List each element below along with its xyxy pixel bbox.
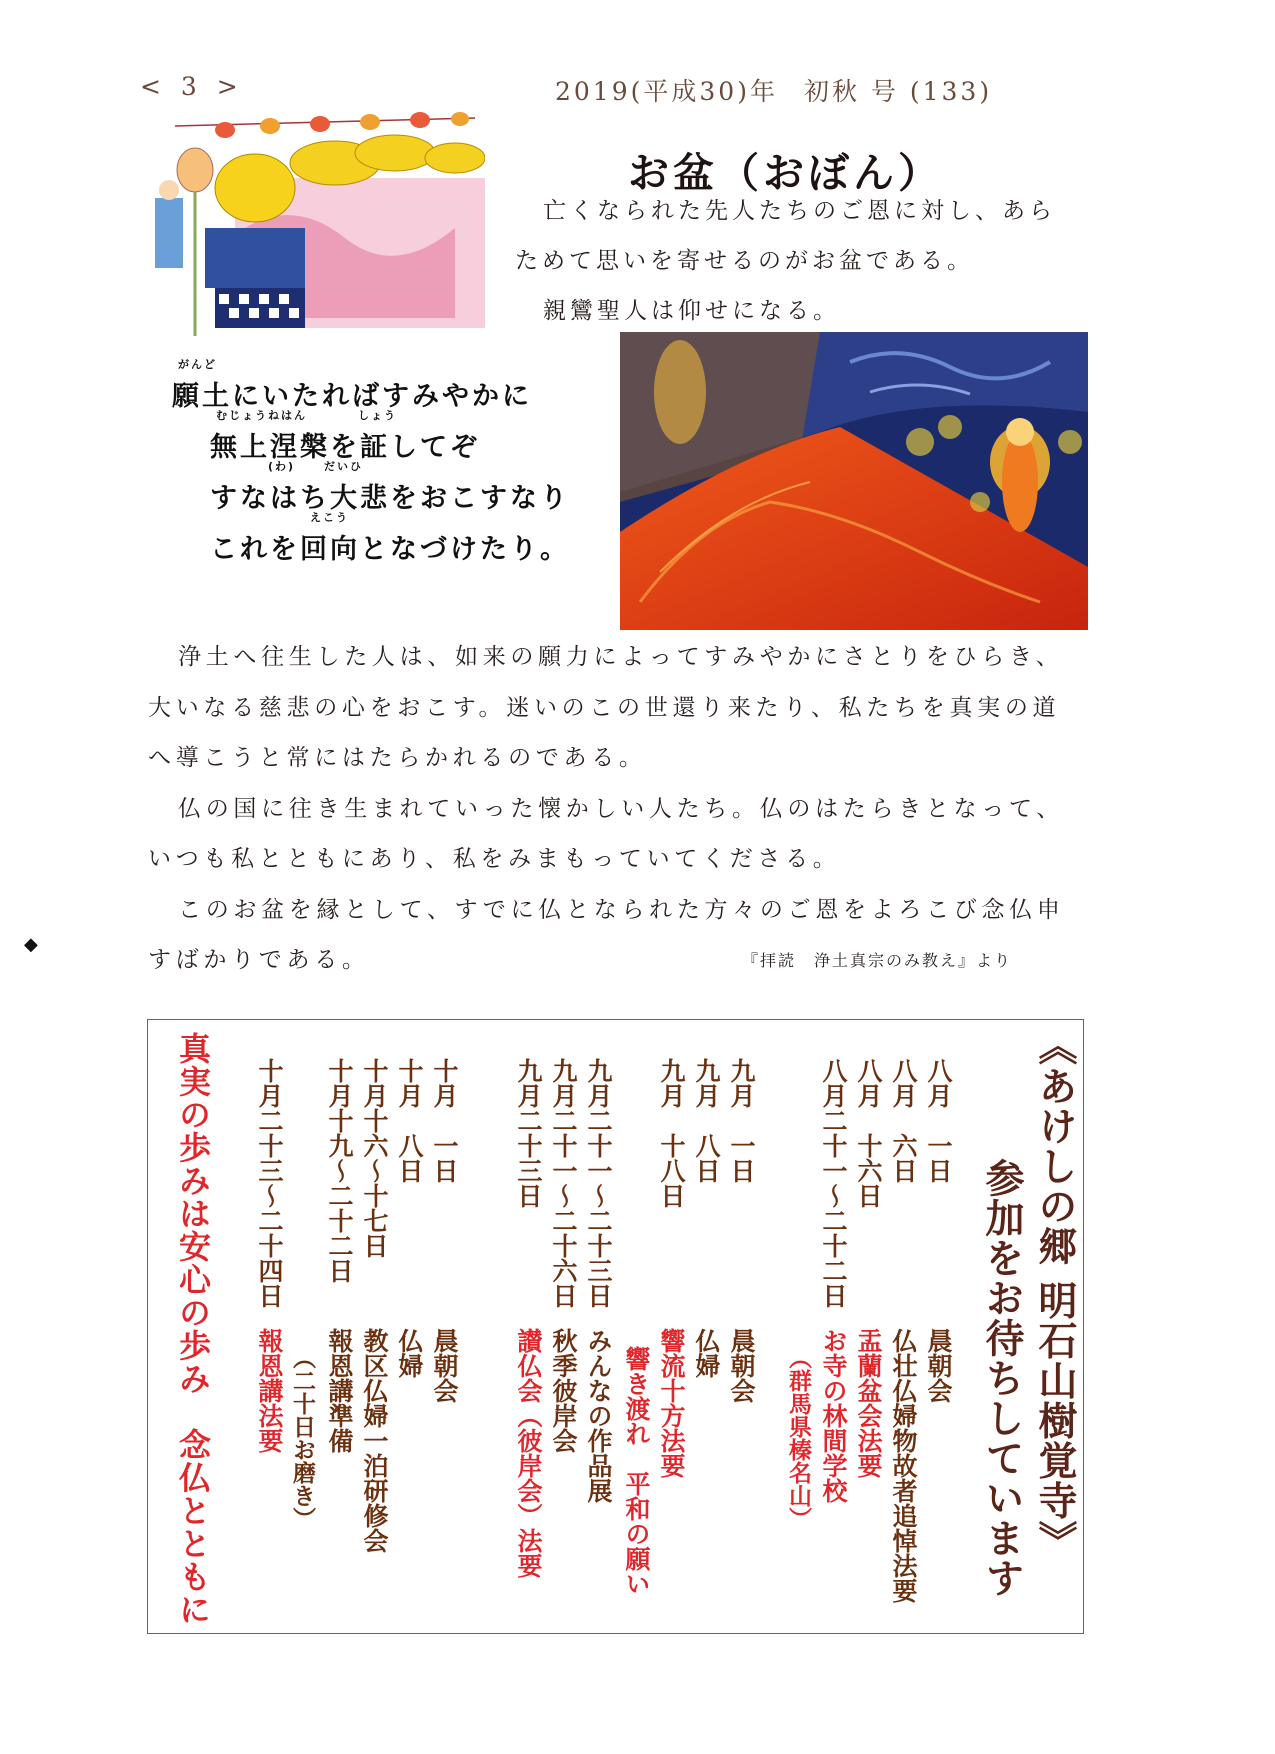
event-date: 十月十六～十七日 bbox=[360, 1058, 389, 1258]
body-line: 浄土へ往生した人は、如来の願力によってすみやかにさとりをひらき、 bbox=[178, 644, 1064, 670]
event-name: 報恩講準備 bbox=[325, 1328, 354, 1453]
event-date: 八月 一日 bbox=[924, 1058, 953, 1183]
event-name: 仏婦 bbox=[395, 1328, 424, 1378]
poem-ruby: えこう bbox=[310, 511, 349, 524]
event-name: 晨朝会 bbox=[430, 1328, 459, 1403]
event-date: 九月 八日 bbox=[692, 1058, 721, 1183]
bon-dance-illustration bbox=[155, 108, 485, 336]
body-line: 大いなる慈悲の心をおこす。迷いのこの世還り来たり、私たちを真実の道 bbox=[148, 694, 1061, 721]
event-name: 仏壮仏婦物故者追悼法要 bbox=[889, 1328, 918, 1603]
poem-ruby: だいひ bbox=[324, 460, 363, 473]
source-citation: 『拝読 浄土真宗のみ教え』より bbox=[742, 951, 1013, 970]
event-date: 十月二十三～二十四日 bbox=[255, 1058, 284, 1308]
page-number: < 3 > bbox=[140, 72, 244, 101]
event-note: 響き渡れ 平和の願い bbox=[622, 1346, 651, 1596]
article-body bbox=[148, 632, 1098, 986]
event-date: 九月 十八日 bbox=[657, 1058, 686, 1208]
event-date: 八月 六日 bbox=[889, 1058, 918, 1183]
event-name: 響流十方法要 bbox=[657, 1328, 686, 1478]
event-name: 教区仏婦一泊研修会 bbox=[360, 1328, 389, 1553]
body-line: へ導こうと常にはたらかれるのである。 bbox=[148, 745, 647, 771]
poem-line bbox=[172, 460, 570, 527]
poem-text: 願土にいたればすみやかに bbox=[172, 381, 532, 412]
poem-ruby: (わ) bbox=[268, 460, 296, 473]
event-note: （二十日お磨き） bbox=[289, 1346, 315, 1530]
event-date: 八月二十一～二十二日 bbox=[819, 1058, 848, 1308]
poem-line bbox=[172, 409, 570, 476]
body-line: 仏の国に往き生まれていった懐かしい人たち。仏のはたらきとなって、 bbox=[178, 795, 1064, 822]
issue-name: 初秋 号 (133) bbox=[803, 77, 993, 106]
event-name: 晨朝会 bbox=[727, 1328, 756, 1403]
poem-line bbox=[172, 511, 570, 578]
diamond-bullet-icon: ◆ bbox=[24, 934, 38, 955]
event-name: お寺の林間学校 bbox=[819, 1328, 848, 1503]
shinran-poem bbox=[172, 358, 570, 578]
event-date: 十月 一日 bbox=[430, 1058, 459, 1183]
body-line: このお盆を縁として、すでに仏となられた方々のご恩をよろこび念仏申 bbox=[178, 896, 1065, 923]
event-name: 報恩講法要 bbox=[255, 1328, 284, 1453]
schedule-subheadline: 参加をお待ちしています bbox=[979, 1158, 1024, 1598]
event-name: 盂蘭盆会法要 bbox=[854, 1328, 883, 1478]
buddhist-painting bbox=[620, 332, 1088, 630]
intro-text bbox=[515, 186, 1095, 336]
poem-text: これを回向となづけたり。 bbox=[210, 534, 570, 565]
event-date: 九月二十三日 bbox=[514, 1058, 543, 1208]
body-line: すばかりである。 bbox=[148, 947, 370, 973]
poem-text: すなはち大悲をおこすなり bbox=[210, 483, 570, 514]
event-date: 九月二十一～二十三日 bbox=[584, 1058, 613, 1308]
event-date: 十月 八日 bbox=[395, 1058, 424, 1183]
event-name: 讃仏会（彼岸会）法要 bbox=[514, 1328, 543, 1578]
poem-ruby: がんど bbox=[178, 358, 217, 371]
event-note: （群馬県榛名山） bbox=[785, 1346, 811, 1530]
event-name: みんなの作品展 bbox=[584, 1328, 613, 1503]
event-name: 仏婦 bbox=[692, 1328, 721, 1378]
body-line: いつも私とともにあり、私をみまもっていてくださる。 bbox=[148, 846, 841, 872]
event-date: 九月二十一～二十六日 bbox=[549, 1058, 578, 1308]
intro-line: 亡くなられた先人たちのご恩に対し、あら bbox=[543, 198, 1056, 224]
event-date: 八月 十六日 bbox=[854, 1058, 883, 1208]
issue-year: 2019(平成30)年 bbox=[555, 77, 778, 106]
article-title: お盆（おぼん） bbox=[628, 149, 943, 197]
poem-text: 無上涅槃を証してぞ bbox=[210, 432, 480, 463]
schedule-headline: 《あけしの郷 明石山樹覚寺》 bbox=[1032, 1026, 1077, 1561]
event-schedule-box bbox=[147, 1019, 1084, 1634]
event-date: 九月 一日 bbox=[727, 1058, 756, 1183]
event-name: 晨朝会 bbox=[924, 1328, 953, 1403]
schedule-footer: 真実の歩みは安心の歩み 念仏とともに bbox=[174, 1032, 212, 1626]
issue-label bbox=[555, 72, 992, 108]
event-name: 秋季彼岸会 bbox=[549, 1328, 578, 1453]
intro-line: ためて思いを寄せるのがお盆である。 bbox=[515, 248, 974, 274]
intro-line: 親鸞聖人は仰せになる。 bbox=[543, 298, 840, 324]
poem-ruby: むじょうねはん bbox=[216, 409, 307, 422]
event-date: 十月十九～二十二日 bbox=[325, 1058, 354, 1283]
poem-ruby: しょう bbox=[358, 409, 397, 422]
